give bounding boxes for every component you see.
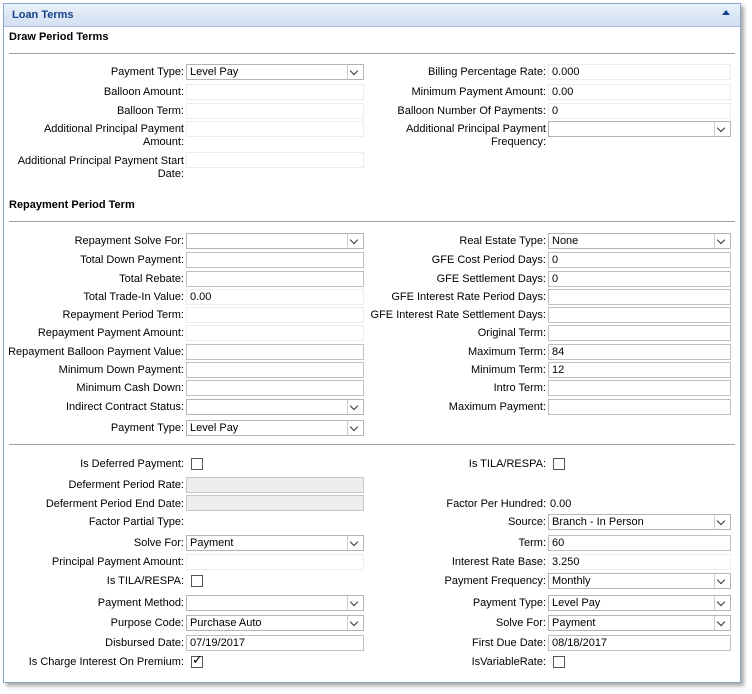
tila-left-label: Is TILA/RESPA:: [106, 575, 184, 587]
chevron-down-icon[interactable]: [347, 596, 363, 610]
gfe-cost-value: 0: [552, 254, 559, 266]
max-term-input[interactable]: [548, 344, 731, 360]
period-term-field: [186, 307, 364, 323]
chevron-down-icon[interactable]: [347, 234, 363, 248]
checkmark-icon: ✓: [192, 652, 203, 667]
disbursed-input[interactable]: [186, 635, 364, 651]
rate-base-value: 3.250: [552, 556, 580, 568]
balloon-term-field: [186, 103, 364, 119]
panel-title: Loan Terms: [12, 9, 74, 21]
tila-right-checkbox[interactable]: [553, 458, 565, 470]
source-select[interactable]: [548, 514, 731, 530]
payment-method-select[interactable]: [186, 595, 364, 611]
trade-in-value: 0.00: [190, 291, 212, 303]
tila-left-checkbox[interactable]: [191, 575, 203, 587]
gfe-settle-label: GFE Settlement Days:: [436, 273, 546, 285]
payment-method-label: Payment Method:: [97, 597, 184, 609]
repay-payment-type-select[interactable]: [186, 420, 364, 436]
frequency-value: Monthly: [552, 575, 591, 587]
term-value: 60: [552, 537, 565, 549]
chevron-down-icon[interactable]: [347, 536, 363, 550]
deferred-checkbox[interactable]: [191, 458, 203, 470]
frequency-label: Payment Frequency:: [444, 575, 546, 587]
total-down-input[interactable]: [186, 252, 364, 268]
payment-amount-field: [186, 325, 364, 341]
min-payment-value: 0.00: [552, 86, 574, 98]
principal-amount-label: Principal Payment Amount:: [51, 556, 184, 568]
min-term-value: 12: [552, 364, 565, 376]
additional-principal-freq-label: Additional Principal Payment Frequency:: [405, 123, 546, 148]
charge-interest-label: Is Charge Interest On Premium:: [28, 656, 184, 668]
balloon-num-label: Balloon Number Of Payments:: [397, 105, 546, 117]
source-label: Source:: [508, 516, 546, 528]
additional-principal-freq-select[interactable]: [548, 121, 731, 137]
disbursed-value: 07/19/2017: [190, 637, 246, 649]
rate-base-label: Interest Rate Base:: [451, 556, 546, 568]
chevron-down-icon[interactable]: [347, 421, 363, 435]
solve-for-select[interactable]: [186, 535, 364, 551]
term-input[interactable]: [548, 535, 731, 551]
min-cash-label: Minimum Cash Down:: [76, 382, 184, 394]
min-down-label: Minimum Down Payment:: [58, 364, 184, 376]
balloon-amount-label: Balloon Amount:: [103, 86, 184, 98]
balloon-value-input[interactable]: [186, 344, 364, 360]
gfe-cost-input[interactable]: [548, 252, 731, 268]
total-down-label: Total Down Payment:: [80, 254, 184, 266]
max-term-value: 84: [552, 346, 565, 358]
chevron-down-icon[interactable]: [347, 65, 363, 79]
min-term-label: Minimum Term:: [471, 364, 546, 376]
billing-pct-field: [548, 64, 731, 80]
purpose-value: Purchase Auto: [190, 617, 262, 629]
first-due-input[interactable]: [548, 635, 731, 651]
trade-in-field: [186, 289, 364, 305]
rate-base-field: [548, 554, 731, 570]
draw-payment-type-select[interactable]: [186, 64, 364, 80]
real-estate-select[interactable]: [548, 233, 731, 249]
factor-partial-label: Factor Partial Type:: [88, 516, 184, 528]
deferment-end-label: Deferment Period End Date:: [45, 498, 184, 510]
additional-principal-start-label: Additional Principal Payment Start Date:: [17, 155, 184, 180]
collapse-arrow-icon[interactable]: [722, 10, 730, 15]
additional-principal-start-field: [186, 152, 364, 168]
chevron-down-icon[interactable]: [347, 616, 363, 630]
chevron-down-icon[interactable]: [714, 234, 730, 248]
solve-for-value: Payment: [190, 537, 234, 549]
min-payment-field: [548, 84, 731, 100]
draw-payment-type-value: Level Pay: [190, 66, 239, 78]
trade-in-label: Total Trade-In Value:: [83, 291, 184, 303]
max-payment-label: Maximum Payment:: [448, 401, 546, 413]
repayment-solve-for-select[interactable]: [186, 233, 364, 249]
balloon-value-label: Repayment Balloon Payment Value:: [8, 346, 184, 358]
repayment-solve-for-label: Repayment Solve For:: [74, 235, 184, 247]
gfe-rate-input[interactable]: [548, 289, 731, 305]
indirect-status-select[interactable]: [186, 399, 364, 415]
total-rebate-input[interactable]: [186, 271, 364, 287]
period-term-label: Repayment Period Term:: [62, 309, 184, 321]
additional-principal-amount-field: [186, 121, 364, 137]
first-due-value: 08/18/2017: [552, 637, 608, 649]
min-term-input[interactable]: [548, 362, 731, 378]
max-term-label: Maximum Term:: [467, 346, 546, 358]
gfe-settle-input[interactable]: [548, 271, 731, 287]
gfe-rate-settle-input[interactable]: [548, 307, 731, 323]
chevron-down-icon[interactable]: [714, 574, 730, 588]
billing-pct-label: Billing Percentage Rate:: [427, 66, 546, 78]
principal-amount-field: [186, 554, 364, 570]
min-payment-label: Minimum Payment Amount:: [411, 86, 546, 98]
intro-term-input[interactable]: [548, 380, 731, 396]
deferment-rate-field: [186, 477, 364, 493]
billing-pct-value: 0.000: [552, 66, 580, 78]
section-title-draw: Draw Period Terms: [9, 31, 109, 43]
divider: [9, 53, 735, 54]
factor-hundred-label: Factor Per Hundred:: [446, 498, 546, 510]
variable-rate-checkbox[interactable]: [553, 656, 565, 668]
total-rebate-label: Total Rebate:: [119, 273, 184, 285]
chevron-down-icon[interactable]: [347, 400, 363, 414]
max-payment-input[interactable]: [548, 399, 731, 415]
frequency-select[interactable]: [548, 573, 731, 589]
disbursed-label: Disbursed Date:: [105, 637, 184, 649]
chevron-down-icon[interactable]: [714, 616, 730, 630]
solve-for2-label: Solve For:: [495, 617, 546, 629]
solve-for2-select[interactable]: [548, 615, 731, 631]
balloon-num-field: [548, 103, 731, 119]
original-term-input[interactable]: [548, 325, 731, 341]
other-payment-type-label: Payment Type:: [472, 597, 546, 609]
solve-for2-value: Payment: [552, 617, 596, 629]
indirect-status-label: Indirect Contract Status:: [66, 401, 184, 413]
gfe-settle-value: 0: [552, 273, 559, 285]
intro-term-label: Intro Term:: [493, 382, 546, 394]
divider: [9, 221, 735, 222]
first-due-label: First Due Date:: [472, 637, 546, 649]
balloon-amount-field: [186, 84, 364, 100]
gfe-rate-label: GFE Interest Rate Period Days:: [391, 291, 546, 303]
purpose-label: Purpose Code:: [110, 617, 184, 629]
other-payment-type-select[interactable]: [548, 595, 731, 611]
divider: [9, 444, 735, 445]
section-title-repayment: Repayment Period Term: [9, 199, 135, 211]
deferred-label: Is Deferred Payment:: [80, 458, 184, 470]
chevron-down-icon[interactable]: [714, 515, 730, 529]
gfe-cost-label: GFE Cost Period Days:: [431, 254, 546, 266]
repay-payment-type-value: Level Pay: [190, 422, 239, 434]
chevron-down-icon[interactable]: [714, 122, 730, 136]
gfe-rate-settle-label: GFE Interest Rate Settlement Days:: [370, 309, 546, 321]
other-payment-type-value: Level Pay: [552, 597, 601, 609]
real-estate-label: Real Estate Type:: [459, 235, 546, 247]
factor-hundred-value: 0.00: [550, 498, 572, 510]
deferment-rate-label: Deferment Period Rate:: [68, 479, 184, 491]
solve-for-label: Solve For:: [133, 537, 184, 549]
repay-payment-type-label: Payment Type:: [110, 422, 184, 434]
source-value: Branch - In Person: [552, 516, 644, 528]
original-term-label: Original Term:: [477, 327, 546, 339]
draw-payment-type-label: Payment Type:: [110, 66, 184, 78]
balloon-term-label: Balloon Term:: [116, 105, 184, 117]
tila-right-label: Is TILA/RESPA:: [468, 458, 546, 470]
payment-amount-label: Repayment Payment Amount:: [37, 327, 184, 339]
chevron-down-icon[interactable]: [714, 596, 730, 610]
variable-rate-label: IsVariableRate:: [471, 656, 546, 668]
real-estate-value: None: [552, 235, 579, 247]
panel-header: [4, 4, 740, 27]
purpose-select[interactable]: [186, 615, 364, 631]
term-label: Term:: [518, 537, 546, 549]
deferment-end-field: [186, 495, 364, 511]
min-down-input[interactable]: [186, 362, 364, 378]
min-cash-input[interactable]: [186, 380, 364, 396]
charge-interest-checkbox[interactable]: [191, 652, 203, 668]
balloon-num-value: 0: [552, 105, 559, 117]
additional-principal-amount-label: Additional Principal Payment Amount:: [43, 123, 184, 148]
